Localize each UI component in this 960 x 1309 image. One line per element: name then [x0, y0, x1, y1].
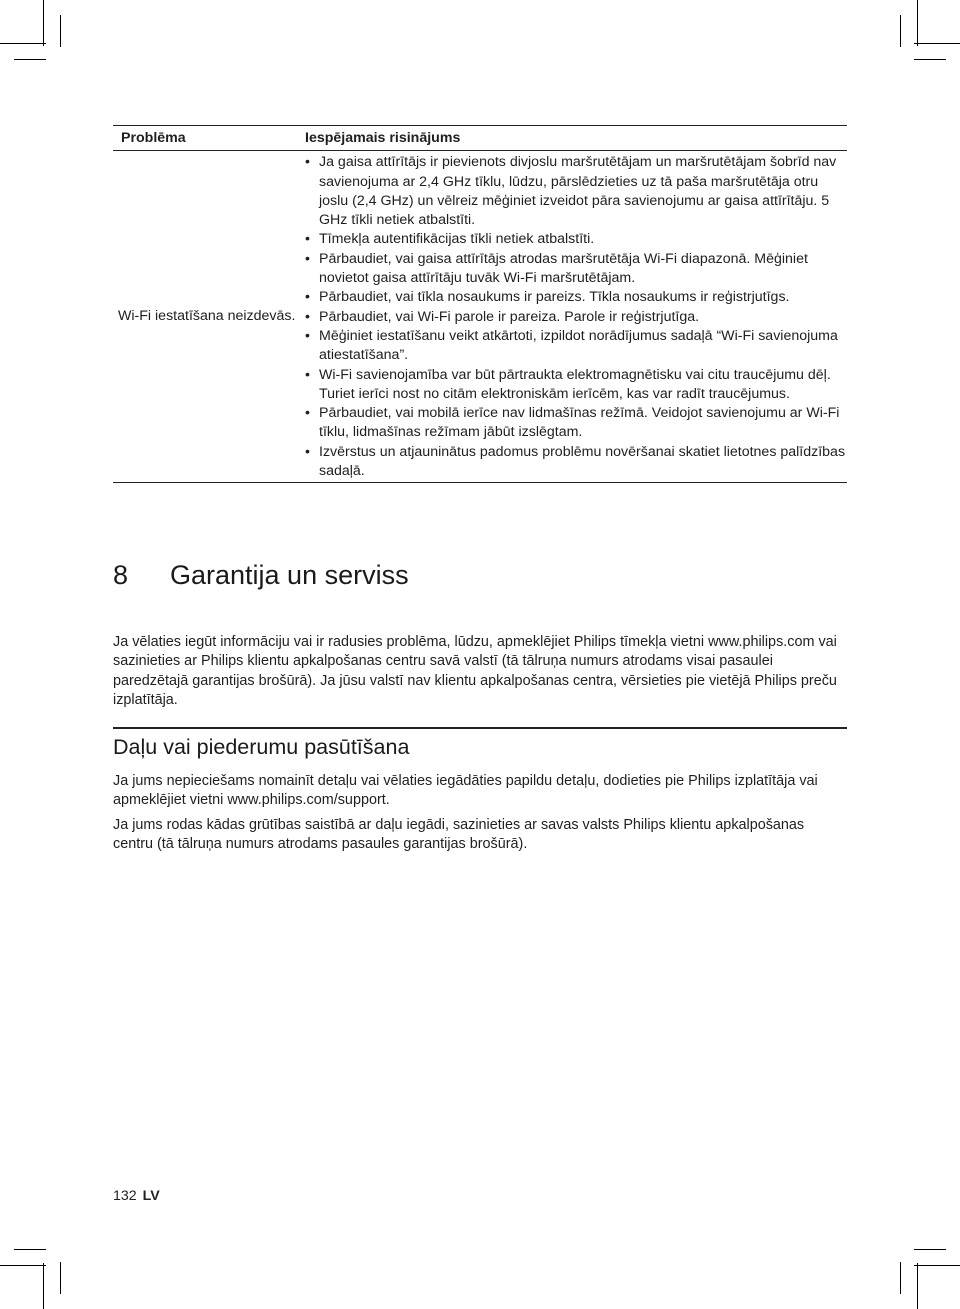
chapter-title: Garantija un serviss — [170, 560, 409, 590]
crop-mark — [917, 0, 918, 46]
solution-list — [305, 153, 847, 481]
section-title: Daļu vai piederumu pasūtīšana — [113, 735, 410, 759]
crop-mark — [914, 1249, 946, 1250]
crop-mark — [0, 1265, 46, 1266]
section-paragraph: Ja jums nepieciešams nomainīt detaļu vai vēlaties iegādāties papildu detaļu, dodieties pie Philips izplatītāja vai apmeklējiet vietni www.philips.com/support. — [113, 773, 818, 809]
chapter-number: 8 — [113, 560, 129, 590]
crop-mark — [60, 15, 61, 47]
page-number: 132 — [113, 1188, 137, 1204]
crop-mark — [14, 59, 46, 60]
crop-mark — [43, 1263, 44, 1309]
solution-item: • Pārbaudiet, vai mobilā ierīce nav lidmašīnas režīmā. Veidojot savienojumu ar Wi-Fi tīklu, lidmašīnas režīmam jābūt izslēgtam. — [305, 404, 847, 443]
crop-mark — [914, 59, 946, 60]
solution-item: • Ja gaisa attīrītājs ir pievienots divjoslu maršrutētājam un maršrutētājam šobrīd nav savienojuma ar 2,4 GHz tīklu, lūdzu, pārslēdzieties uz tā paša maršrutētāja otru joslu (2,4 GHz) un vēlreiz mēģiniet izveidot pāra savienojumu ar gaisa attīrītāju. 5 GHz tīkli netiek atbalstīti. — [305, 153, 847, 230]
table-row — [113, 151, 847, 483]
chapter-intro-paragraph: Ja vēlaties iegūt informāciju vai ir radusies problēma, lūdzu, apmeklējiet Philips tīmekļa vietni www.philips.com vai sazinieties ar Philips klientu apkalpošanas centru savā valstī (tā tālruņa numurs atrodams visai pasaulei paredzētajā garantijas brošūrā). Ja jūsu valstī nav klientu apkalpošanas centra, vērsieties pie vietējā Philips preču izplatītāja. — [113, 634, 837, 708]
crop-mark — [914, 1265, 960, 1266]
crop-mark — [917, 1263, 918, 1309]
solution-cell — [305, 151, 847, 483]
solution-item: • Pārbaudiet, vai Wi-Fi parole ir pareiza. Parole ir reģistrjutīga. — [305, 308, 847, 327]
solution-item: • Pārbaudiet, vai tīkla nosaukums ir pareizs. Tīkla nosaukums ir reģistrjutīgs. — [305, 288, 847, 307]
section-paragraph: Ja jums rodas kādas grūtības saistībā ar daļu iegādi, sazinieties ar savas valsts Philips klientu apkalpošanas centru (tā tālruņa numurs atrodams pasaules garantijas brošūrā). — [113, 817, 805, 853]
crop-mark — [900, 1262, 901, 1294]
crop-mark — [43, 0, 44, 46]
section-divider — [113, 727, 847, 729]
crop-mark — [914, 43, 960, 44]
column-header-problem: Problēma — [113, 126, 305, 151]
page-footer — [113, 1188, 160, 1204]
problem-cell: Wi-Fi iestatīšana neizdevās. — [113, 151, 305, 483]
table-header-row — [113, 126, 847, 151]
column-header-solution: Iespējamais risinājums — [305, 126, 847, 151]
solution-item: • Pārbaudiet, vai gaisa attīrītājs atrodas maršrutētāja Wi-Fi diapazonā. Mēģiniet novietot gaisa attīrītāju tuvāk Wi-Fi maršrutētājam. — [305, 250, 847, 289]
chapter-heading — [113, 560, 409, 591]
crop-mark — [14, 1249, 46, 1250]
crop-mark — [900, 15, 901, 47]
crop-mark — [0, 43, 46, 44]
solution-item: • Mēģiniet iestatīšanu veikt atkārtoti, izpildot norādījumus sadaļā “Wi-Fi savienojuma atiestatīšana”. — [305, 327, 847, 366]
solution-item: • Tīmekļa autentifikācijas tīkli netiek atbalstīti. — [305, 230, 847, 249]
troubleshooting-table — [113, 125, 847, 483]
crop-mark — [60, 1262, 61, 1294]
solution-item: • Izvērstus un atjauninātus padomus problēmu novēršanai skatiet lietotnes palīdzības sadaļā. — [305, 443, 847, 482]
solution-item: • Wi-Fi savienojamība var būt pārtraukta elektromagnētisku vai citu traucējumu dēļ. Turiet ierīci nost no citām elektroniskām ierīcēm, kas var radīt traucējumus. — [305, 366, 847, 405]
language-code: LV — [142, 1188, 160, 1204]
